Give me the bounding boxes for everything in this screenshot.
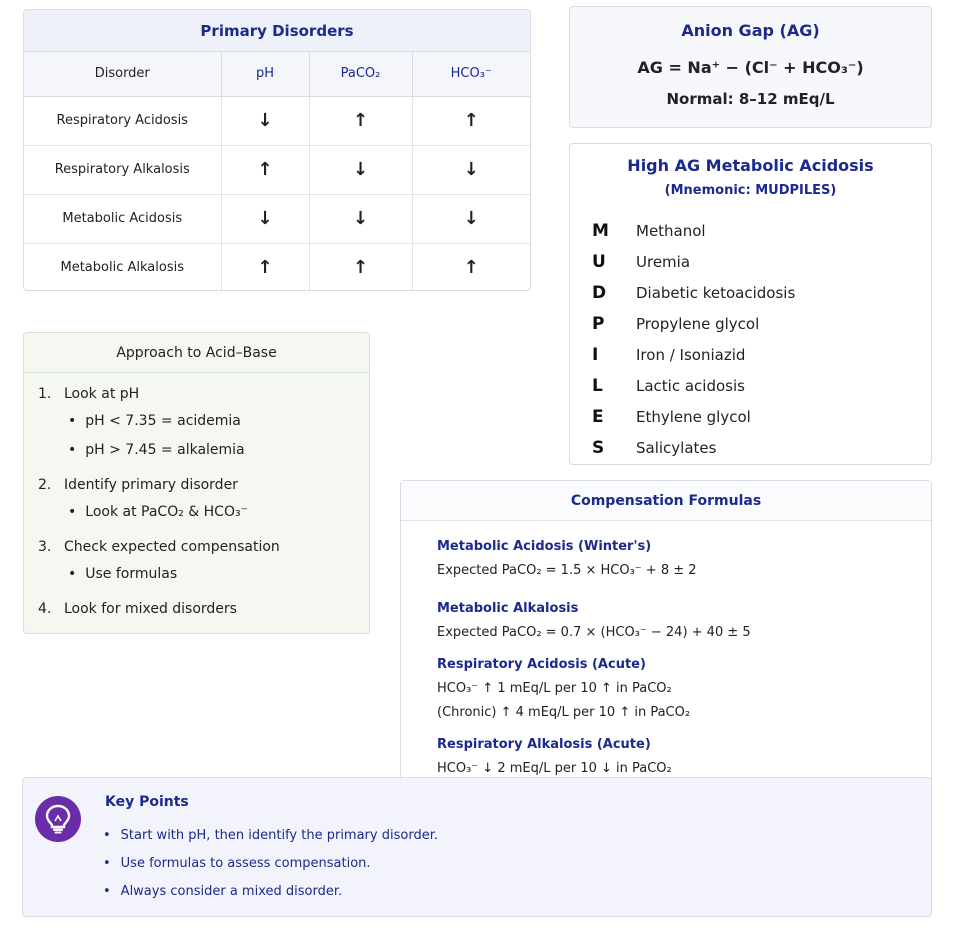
disorder-cell: Respiratory Alkalosis [24,145,221,194]
step-subitem: • pH < 7.35 = acidemia [38,407,369,436]
mnemonic-letter: S [592,437,605,458]
approach-step [38,472,369,527]
mnemonic-word: Ethylene glycol [636,407,751,426]
ph-cell: ↑ [221,145,309,194]
key-point-item: • Always consider a mixed disorder. [103,878,438,906]
mnemonic-letter: L [592,375,603,396]
list-item [570,432,931,463]
formula-heading: Metabolic Acidosis (Winter's) [437,539,652,554]
mnemonic-word: Propylene glycol [636,314,760,333]
step-text: Identify primary disorder [64,477,238,493]
formula-heading: Respiratory Alkalosis (Acute) [437,737,651,752]
step-number: 1. [38,386,52,402]
primary-disorders-card [23,9,531,291]
list-item [570,277,931,308]
list-item [570,401,931,432]
formula-heading: Respiratory Acidosis (Acute) [437,657,646,672]
mudpiles-list [570,215,931,463]
key-points-card [22,777,932,917]
step-subitem: • Look at PaCO₂ & HCO₃⁻ [38,498,369,527]
header-disorder: Disorder [24,52,221,96]
key-point-item: • Start with pH, then identify the primary disorder. [103,822,438,850]
paco2-cell: ↓ [309,145,412,194]
formula-line: Expected PaCO₂ = 0.7 × (HCO₃⁻ − 24) + 40 ± 5 [437,625,751,640]
disorder-cell: Respiratory Acidosis [24,96,221,145]
list-item [570,246,931,277]
step-subitem: • pH > 7.45 = alkalemia [38,436,369,465]
table-row [24,243,530,291]
list-item [570,370,931,401]
table-header-row [24,52,530,96]
approach-card [23,332,370,634]
hco3-cell: ↓ [412,145,530,194]
mnemonic-word: Lactic acidosis [636,376,745,395]
anion-gap-card [569,6,932,128]
anion-gap-normal: Normal: 8–12 mEq/L [666,90,835,108]
lightbulb-icon [35,796,81,842]
ph-cell: ↓ [221,96,309,145]
table-row [24,194,530,243]
mnemonic-letter: I [592,344,599,365]
header-hco3: HCO₃⁻ [412,52,530,96]
paco2-cell: ↑ [309,96,412,145]
approach-step [38,381,369,465]
disorder-cell: Metabolic Acidosis [24,194,221,243]
mudpiles-subtitle: (Mnemonic: MUDPILES) [664,183,837,198]
table-row [24,145,530,194]
primary-disorders-title: Primary Disorders [24,10,530,52]
mnemonic-letter: U [592,251,606,272]
step-number: 4. [38,601,52,617]
list-item [570,308,931,339]
step-number: 2. [38,477,52,493]
paco2-cell: ↑ [309,243,412,291]
mnemonic-letter: M [592,220,609,241]
step-number: 3. [38,539,52,555]
mnemonic-word: Iron / Isoniazid [636,345,746,364]
key-point-item: • Use formulas to assess compensation. [103,850,438,878]
compensation-title: Compensation Formulas [401,481,931,521]
key-points-title: Key Points [105,794,189,810]
formula-heading: Metabolic Alkalosis [437,601,579,616]
formula-line: HCO₃⁻ ↓ 2 mEq/L per 10 ↓ in PaCO₂ [437,761,672,776]
hco3-cell: ↑ [412,96,530,145]
mnemonic-word: Methanol [636,221,706,240]
disorder-cell: Metabolic Alkalosis [24,243,221,291]
header-paco2: PaCO₂ [309,52,412,96]
mnemonic-word: Uremia [636,252,691,271]
mnemonic-letter: P [592,313,605,334]
key-points-list [103,822,438,906]
approach-title: Approach to Acid–Base [24,333,369,373]
hco3-cell: ↓ [412,194,530,243]
step-text: Look at pH [64,386,140,402]
formula-line: Expected PaCO₂ = 1.5 × HCO₃⁻ + 8 ± 2 [437,563,697,578]
approach-step [38,596,369,622]
list-item [570,339,931,370]
list-item [570,215,931,246]
step-text: Look for mixed disorders [64,601,237,617]
step-text: Check expected compensation [64,539,280,555]
table-row [24,96,530,145]
mnemonic-word: Salicylates [636,438,717,457]
anion-gap-formula: AG = Na⁺ − (Cl⁻ + HCO₃⁻) [637,58,864,77]
ph-cell: ↑ [221,243,309,291]
ph-cell: ↓ [221,194,309,243]
approach-steps [24,373,369,622]
mnemonic-letter: D [592,282,607,303]
compensation-card [400,480,932,808]
anion-gap-title: Anion Gap (AG) [681,21,820,40]
mudpiles-title: High AG Metabolic Acidosis [627,156,874,175]
mnemonic-letter: E [592,406,604,427]
paco2-cell: ↓ [309,194,412,243]
formula-line: (Chronic) ↑ 4 mEq/L per 10 ↑ in PaCO₂ [437,705,691,720]
approach-step [38,534,369,589]
step-subitem: • Use formulas [38,560,369,589]
formula-line: HCO₃⁻ ↑ 1 mEq/L per 10 ↑ in PaCO₂ [437,681,672,696]
mudpiles-card [569,143,932,465]
compensation-body [401,521,931,805]
mnemonic-word: Diabetic ketoacidosis [636,283,796,302]
hco3-cell: ↑ [463,257,479,279]
header-ph: pH [221,52,309,96]
primary-disorders-table [24,52,530,291]
